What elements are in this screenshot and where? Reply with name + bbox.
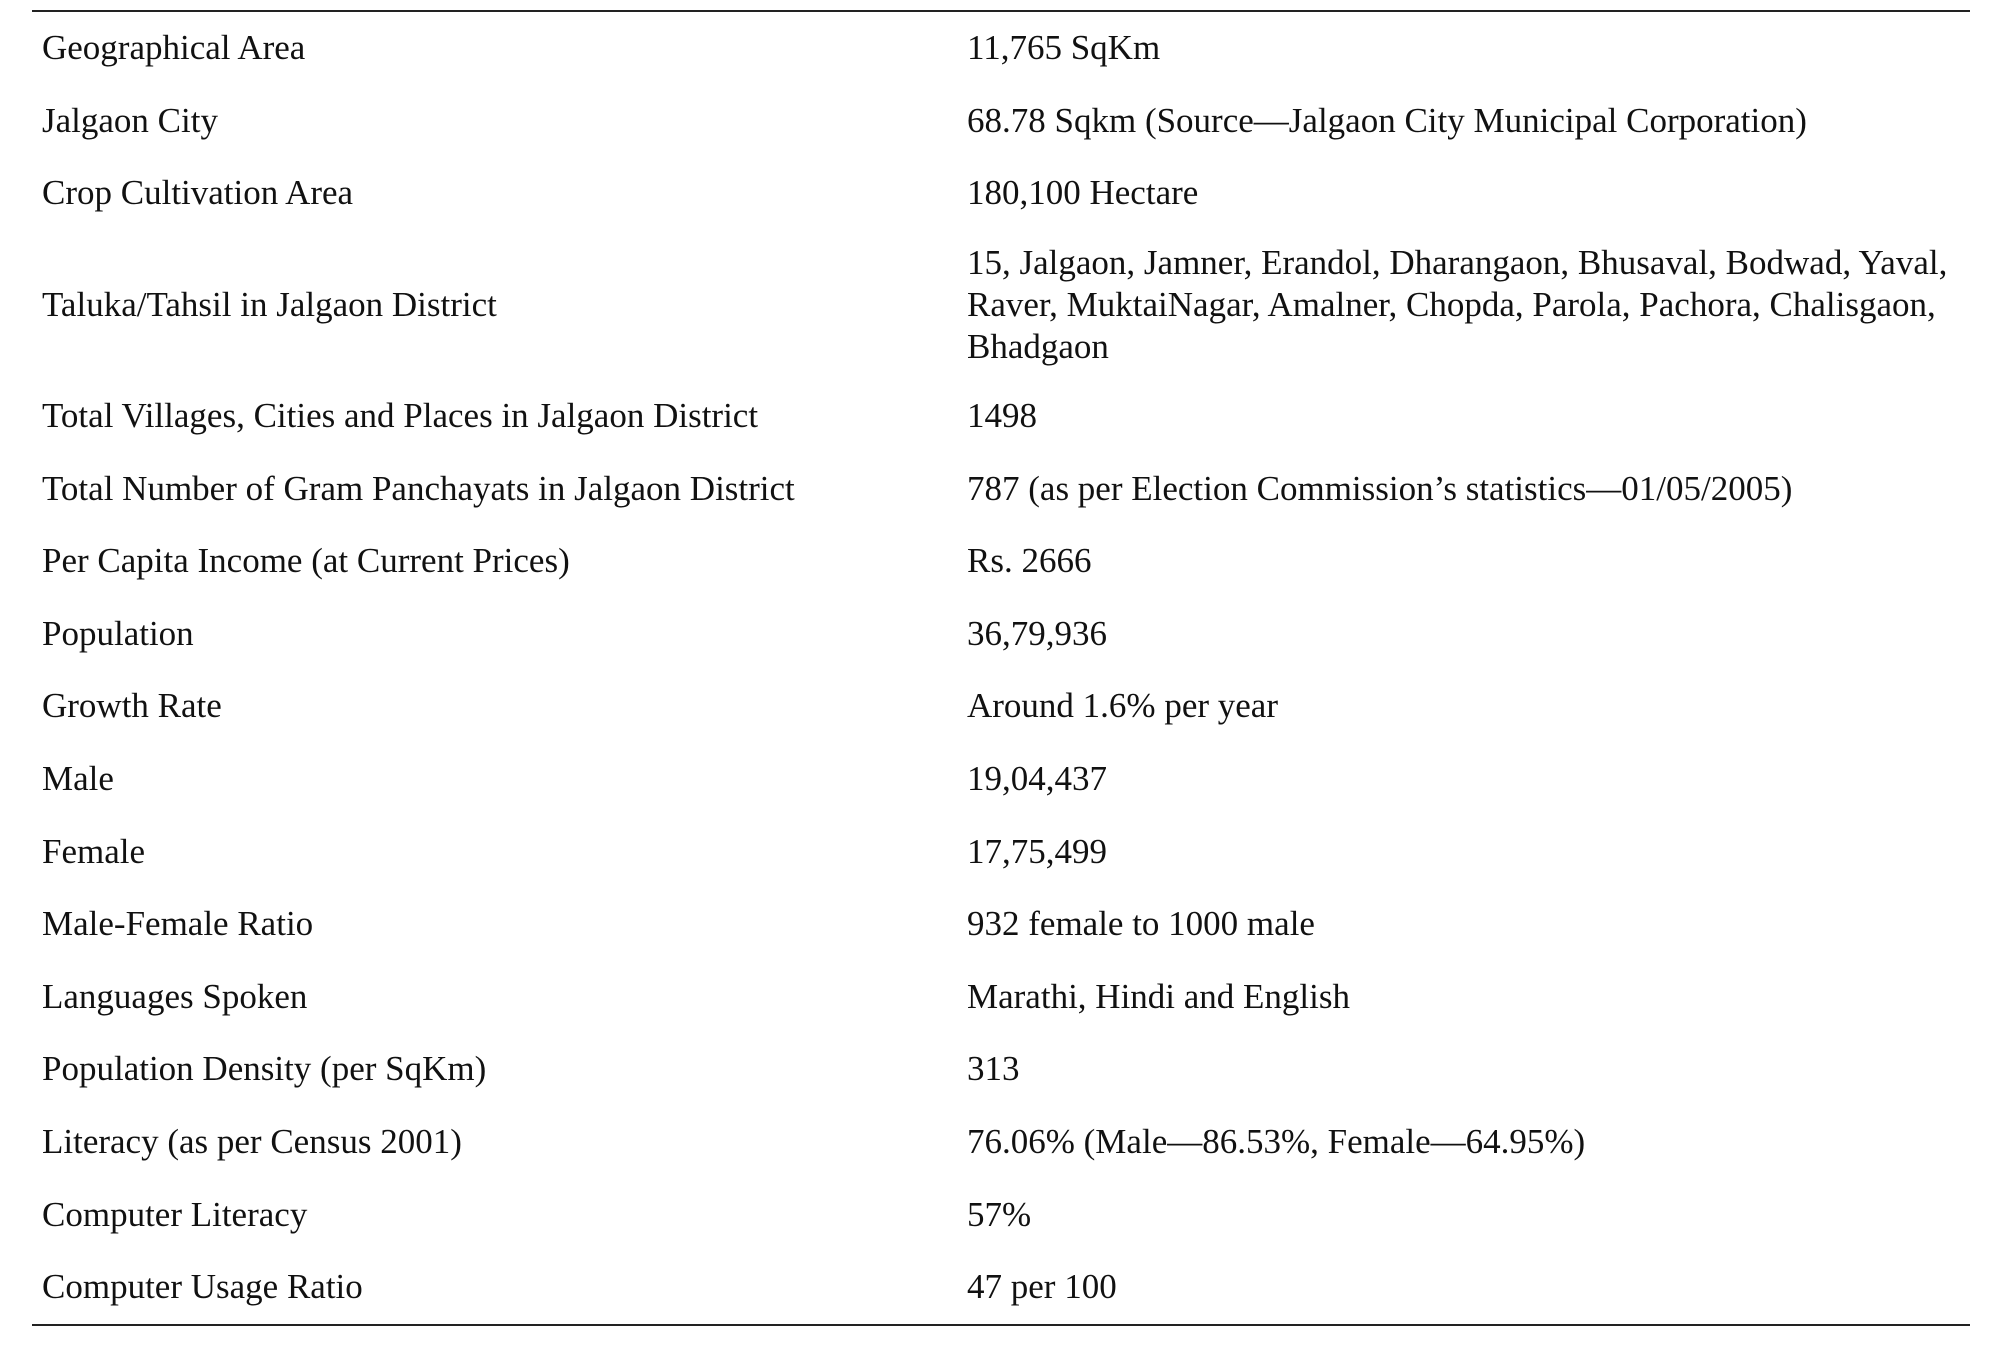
table-row	[32, 157, 1970, 230]
row-value: Marathi, Hindi and English	[967, 976, 1351, 1016]
row-label: Crop Cultivation Area	[42, 173, 354, 213]
row-label: Total Number of Gram Panchayats in Jalgaon District	[42, 468, 795, 508]
table-row	[32, 598, 1970, 671]
row-value: 47 per 100	[967, 1267, 1117, 1307]
table-row	[32, 230, 1970, 380]
table-row	[32, 85, 1970, 158]
table-row	[32, 380, 1970, 453]
row-value: 1498	[967, 396, 1037, 436]
row-value: 19,04,437	[967, 759, 1107, 799]
row-value: 787 (as per Election Commission’s statistics—01/05/2005)	[967, 468, 1793, 508]
row-value: 36,79,936	[967, 613, 1107, 653]
table-row	[32, 525, 1970, 598]
row-value: 17,75,499	[967, 831, 1107, 871]
row-label: Taluka/Tahsil in Jalgaon District	[42, 284, 497, 324]
district-statistics-table	[32, 10, 1970, 1326]
row-label: Male	[42, 759, 114, 799]
table-row	[32, 815, 1970, 888]
table-row	[32, 1106, 1970, 1179]
bottom-rule	[32, 1324, 1970, 1326]
row-label: Total Villages, Cities and Places in Jalgaon District	[42, 396, 759, 436]
table-row	[32, 1033, 1970, 1106]
row-label: Geographical Area	[42, 28, 306, 68]
row-value: 68.78 Sqkm (Source—Jalgaon City Municipal Corporation)	[967, 100, 1807, 140]
row-value: 11,765 SqKm	[967, 28, 1161, 68]
row-value: 932 female to 1000 male	[967, 904, 1315, 944]
row-label: Population Density (per SqKm)	[42, 1049, 487, 1089]
row-label: Per Capita Income (at Current Prices)	[42, 541, 570, 581]
row-label: Population	[42, 613, 194, 653]
table-row	[32, 12, 1970, 85]
row-value: 76.06% (Male—86.53%, Female—64.95%)	[967, 1122, 1586, 1162]
row-value: 313	[967, 1049, 1020, 1089]
row-label: Male-Female Ratio	[42, 904, 314, 944]
row-label: Computer Literacy	[42, 1194, 308, 1234]
table-row	[32, 670, 1970, 743]
table-row	[32, 743, 1970, 816]
table-row	[32, 1178, 1970, 1251]
stats-table	[32, 12, 1970, 1324]
row-value: Rs. 2666	[967, 541, 1092, 581]
row-label: Computer Usage Ratio	[42, 1267, 363, 1307]
row-value: Around 1.6% per year	[967, 686, 1279, 726]
row-label: Languages Spoken	[42, 976, 308, 1016]
row-label: Female	[42, 831, 146, 871]
table-row	[32, 961, 1970, 1034]
row-label: Growth Rate	[42, 686, 222, 726]
table-row	[32, 452, 1970, 525]
row-label: Jalgaon City	[42, 100, 218, 140]
row-value: 57%	[967, 1194, 1032, 1234]
table-row	[32, 888, 1970, 961]
row-value: 15, Jalgaon, Jamner, Erandol, Dharangaon, Bhusaval, Bodwad, Yaval, Raver, MuktaiNagar, Amalner, Chopda, Parola, Pachora, Chalisgaon, Bhadgaon	[967, 242, 1948, 366]
row-label: Literacy (as per Census 2001)	[42, 1122, 462, 1162]
table-row	[32, 1251, 1970, 1324]
row-value: 180,100 Hectare	[967, 173, 1199, 213]
